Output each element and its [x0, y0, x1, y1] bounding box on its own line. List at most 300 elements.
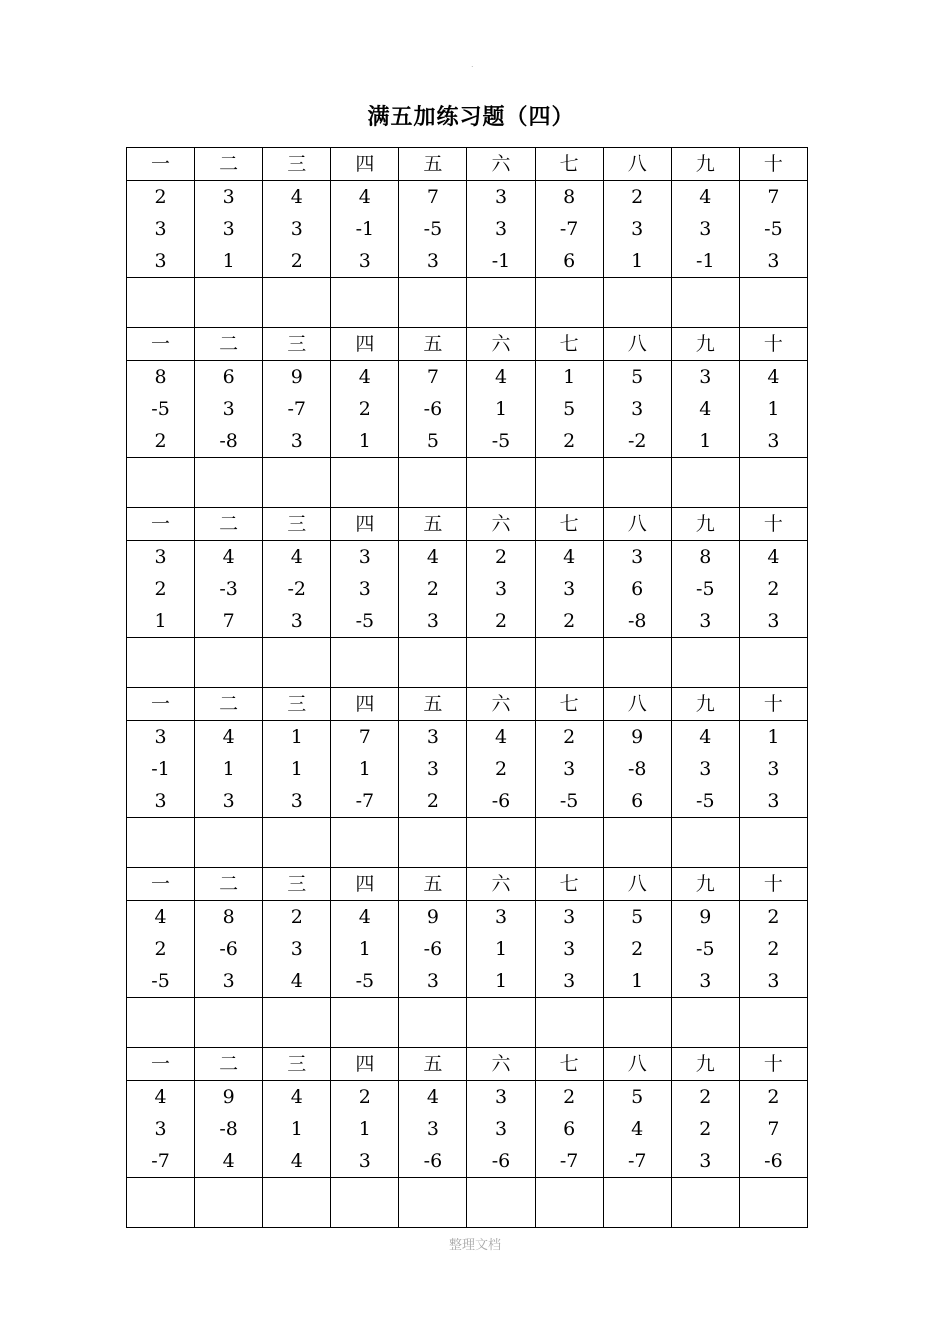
addend: 1: [631, 970, 644, 992]
column-header: 八: [603, 508, 671, 541]
addend: -5: [696, 790, 715, 812]
problem-cell: [195, 901, 263, 998]
column-header: 九: [671, 688, 739, 721]
answer-cell[interactable]: [263, 998, 331, 1048]
addend: 1: [290, 1118, 303, 1140]
problem-cell: [331, 541, 399, 638]
addend: 1: [222, 250, 235, 272]
addend: -6: [491, 1150, 511, 1172]
addend: 3: [631, 218, 644, 240]
problem-cell: [331, 721, 399, 818]
answer-cell[interactable]: [331, 1178, 399, 1228]
addend: -7: [151, 1150, 170, 1172]
answer-cell[interactable]: [399, 818, 467, 868]
answer-cell[interactable]: [331, 818, 399, 868]
addend: 3: [563, 906, 576, 928]
addend: 2: [358, 398, 371, 420]
addend: 3: [154, 250, 167, 272]
column-header: 三: [263, 688, 331, 721]
column-header: 十: [739, 148, 807, 181]
addend: 4: [699, 726, 712, 748]
addend: -5: [696, 578, 715, 600]
addend: 1: [494, 938, 508, 960]
addend: -5: [355, 610, 375, 632]
problem-cell: [603, 181, 671, 278]
addend: 7: [426, 186, 439, 208]
addend: 4: [290, 970, 303, 992]
column-header: 五: [399, 328, 467, 361]
problem-cell: [467, 361, 535, 458]
column-header: 四: [331, 328, 399, 361]
addend: 3: [767, 250, 780, 272]
addend: 4: [154, 1086, 167, 1108]
problem-cell: [467, 1081, 535, 1178]
problem-cell: [603, 361, 671, 458]
addend: 3: [767, 758, 780, 780]
column-header: 四: [331, 508, 399, 541]
problem-cell: [671, 541, 739, 638]
problem-cell: [331, 1081, 399, 1178]
header-row: [127, 148, 808, 181]
addend: 3: [222, 398, 235, 420]
column-header: 六: [467, 688, 535, 721]
addend: 9: [426, 906, 439, 928]
problem-cell: [127, 541, 195, 638]
problem-row: [127, 541, 808, 638]
answer-cell[interactable]: [535, 998, 603, 1048]
addend: 3: [494, 1086, 508, 1108]
column-header: 九: [671, 508, 739, 541]
answer-row: [127, 818, 808, 868]
addend: 4: [494, 366, 508, 388]
addend: 8: [154, 366, 167, 388]
column-header: 十: [739, 868, 807, 901]
addend: -2: [287, 578, 306, 600]
answer-cell[interactable]: [467, 998, 535, 1048]
addend: 7: [358, 726, 371, 748]
answer-cell[interactable]: [603, 1178, 671, 1228]
answer-row: [127, 278, 808, 328]
answer-cell[interactable]: [671, 638, 739, 688]
column-header: 一: [127, 688, 195, 721]
addend: -1: [355, 218, 375, 240]
answer-cell[interactable]: [263, 278, 331, 328]
problem-cell: [739, 901, 807, 998]
addend: 4: [631, 1118, 644, 1140]
problem-cell: [331, 181, 399, 278]
addend: 3: [767, 970, 780, 992]
column-header: 五: [399, 508, 467, 541]
column-header: 十: [739, 688, 807, 721]
answer-cell[interactable]: [535, 458, 603, 508]
column-header: 五: [399, 868, 467, 901]
addend: 3: [290, 218, 303, 240]
column-header: 三: [263, 1048, 331, 1081]
addend: 4: [358, 186, 371, 208]
addend: 3: [222, 790, 235, 812]
answer-row: [127, 458, 808, 508]
answer-cell[interactable]: [739, 458, 807, 508]
problem-cell: [195, 541, 263, 638]
column-header: 一: [127, 1048, 195, 1081]
answer-cell[interactable]: [399, 458, 467, 508]
addend: 3: [358, 250, 371, 272]
addend: 3: [563, 578, 576, 600]
addend: -2: [627, 430, 647, 452]
answer-cell[interactable]: [603, 278, 671, 328]
problem-cell: [739, 541, 807, 638]
answer-cell[interactable]: [331, 638, 399, 688]
addend: -7: [559, 1150, 579, 1172]
addend: 1: [358, 1118, 371, 1140]
problem-cell: [127, 361, 195, 458]
addend: -5: [696, 938, 715, 960]
column-header: 八: [603, 688, 671, 721]
addend: -6: [219, 938, 238, 960]
addend: 4: [222, 1150, 235, 1172]
answer-cell[interactable]: [127, 818, 195, 868]
answer-cell[interactable]: [331, 998, 399, 1048]
answer-cell[interactable]: [671, 1178, 739, 1228]
addend: 3: [426, 1118, 439, 1140]
answer-cell[interactable]: [127, 998, 195, 1048]
problem-cell: [331, 361, 399, 458]
addend: 3: [767, 790, 780, 812]
column-header: 八: [603, 148, 671, 181]
addend: 7: [426, 366, 439, 388]
addend: 2: [154, 430, 167, 452]
addend: -1: [491, 250, 511, 272]
addend: 1: [699, 430, 712, 452]
answer-cell[interactable]: [603, 638, 671, 688]
addend: 3: [699, 758, 712, 780]
problem-cell: [263, 901, 331, 998]
column-header: 二: [195, 688, 263, 721]
addend: 2: [154, 186, 167, 208]
answer-row: [127, 638, 808, 688]
footer-text: 整理文档: [448, 1238, 501, 1253]
addend: 4: [767, 546, 780, 568]
addend: 2: [563, 430, 576, 452]
column-header: 三: [263, 868, 331, 901]
answer-cell[interactable]: [467, 458, 535, 508]
column-header: 七: [535, 1048, 603, 1081]
answer-cell[interactable]: [671, 458, 739, 508]
addend: 2: [699, 1118, 712, 1140]
addend: 6: [631, 790, 644, 812]
problem-cell: [467, 901, 535, 998]
problem-cell: [671, 721, 739, 818]
problem-cell: [127, 721, 195, 818]
addend: 1: [222, 758, 235, 780]
column-header: 九: [671, 868, 739, 901]
column-header: 二: [195, 1048, 263, 1081]
addend: 2: [631, 186, 644, 208]
addend: -8: [219, 430, 238, 452]
addend: 2: [767, 1086, 780, 1108]
answer-cell[interactable]: [603, 818, 671, 868]
addend: -1: [696, 250, 715, 272]
addend: 3: [426, 250, 439, 272]
problem-cell: [535, 901, 603, 998]
addend: 3: [494, 218, 508, 240]
answer-cell[interactable]: [195, 458, 263, 508]
answer-cell[interactable]: [739, 1178, 807, 1228]
column-header: 八: [603, 328, 671, 361]
answer-cell[interactable]: [467, 638, 535, 688]
column-header: 九: [671, 148, 739, 181]
addend: 2: [154, 578, 167, 600]
answer-cell[interactable]: [739, 818, 807, 868]
answer-row: [127, 998, 808, 1048]
column-header: 四: [331, 1048, 399, 1081]
problem-cell: [739, 181, 807, 278]
addend: -5: [423, 218, 443, 240]
column-header: 六: [467, 148, 535, 181]
addend: 1: [154, 610, 167, 632]
addend: 4: [290, 546, 303, 568]
addend: 1: [358, 938, 371, 960]
answer-cell[interactable]: [263, 1178, 331, 1228]
answer-cell[interactable]: [535, 278, 603, 328]
addend: 2: [494, 610, 508, 632]
addend: 1: [767, 398, 780, 420]
column-header: 七: [535, 328, 603, 361]
answer-cell[interactable]: [263, 458, 331, 508]
problem-cell: [671, 181, 739, 278]
addend: -5: [355, 970, 375, 992]
addend: 2: [494, 546, 508, 568]
addend: 9: [290, 366, 303, 388]
problem-cell: [195, 181, 263, 278]
problem-cell: [671, 1081, 739, 1178]
addend: 3: [631, 546, 644, 568]
problem-cell: [739, 721, 807, 818]
addend: 3: [290, 430, 303, 452]
addend: 1: [290, 726, 303, 748]
problem-cell: [263, 1081, 331, 1178]
answer-cell[interactable]: [535, 638, 603, 688]
column-header: 七: [535, 148, 603, 181]
column-header: 一: [127, 148, 195, 181]
answer-cell[interactable]: [535, 1178, 603, 1228]
answer-cell[interactable]: [127, 458, 195, 508]
addend: 9: [222, 1086, 235, 1108]
problem-cell: [603, 901, 671, 998]
answer-cell[interactable]: [739, 638, 807, 688]
problem-row: [127, 721, 808, 818]
answer-cell[interactable]: [467, 1178, 535, 1228]
answer-cell[interactable]: [195, 818, 263, 868]
answer-cell[interactable]: [195, 278, 263, 328]
addend: 1: [767, 726, 780, 748]
addend: 3: [154, 546, 167, 568]
column-header: 七: [535, 868, 603, 901]
addend: -5: [559, 790, 579, 812]
addend: 2: [699, 1086, 712, 1108]
header-row: [127, 508, 808, 541]
addend: 5: [631, 1086, 644, 1108]
problem-cell: [467, 721, 535, 818]
problem-cell: [195, 361, 263, 458]
answer-cell[interactable]: [671, 998, 739, 1048]
addend: 2: [426, 790, 439, 812]
addend: 4: [767, 366, 780, 388]
addend: -5: [764, 218, 783, 240]
addend: 4: [699, 186, 712, 208]
column-header: 三: [263, 508, 331, 541]
addend: 2: [154, 938, 167, 960]
addend: 4: [563, 546, 576, 568]
answer-cell[interactable]: [399, 278, 467, 328]
addend: 3: [290, 610, 303, 632]
addend: 4: [290, 186, 303, 208]
addend: 3: [631, 398, 644, 420]
addend: 3: [767, 430, 780, 452]
problem-cell: [263, 541, 331, 638]
answer-cell[interactable]: [535, 818, 603, 868]
answer-cell[interactable]: [263, 818, 331, 868]
column-header: 六: [467, 328, 535, 361]
addend: 3: [222, 970, 235, 992]
column-header: 五: [399, 148, 467, 181]
problem-cell: [535, 721, 603, 818]
addend: 1: [563, 366, 576, 388]
answer-cell[interactable]: [331, 458, 399, 508]
problem-cell: [263, 361, 331, 458]
addend: 3: [494, 578, 508, 600]
column-header: 四: [331, 148, 399, 181]
addend: 3: [222, 218, 235, 240]
addend: -6: [764, 1150, 783, 1172]
problem-cell: [739, 361, 807, 458]
addend: 3: [290, 938, 303, 960]
problem-cell: [127, 1081, 195, 1178]
column-header: 二: [195, 328, 263, 361]
addend: 3: [699, 610, 712, 632]
answer-cell[interactable]: [467, 818, 535, 868]
problem-row: [127, 1081, 808, 1178]
addend: 3: [767, 610, 780, 632]
column-header: 十: [739, 328, 807, 361]
answer-cell[interactable]: [127, 278, 195, 328]
answer-cell[interactable]: [399, 638, 467, 688]
addend: 3: [426, 758, 439, 780]
addend: 4: [358, 366, 371, 388]
header-row: [127, 328, 808, 361]
column-header: 五: [399, 1048, 467, 1081]
problem-cell: [535, 1081, 603, 1178]
answer-cell[interactable]: [263, 638, 331, 688]
addend: -5: [151, 970, 170, 992]
answer-cell[interactable]: [739, 278, 807, 328]
addend: 6: [631, 578, 644, 600]
answer-cell[interactable]: [671, 278, 739, 328]
addend: 3: [426, 970, 439, 992]
column-header: 七: [535, 688, 603, 721]
column-header: 一: [127, 508, 195, 541]
addend: 2: [494, 758, 508, 780]
column-header: 十: [739, 508, 807, 541]
problem-cell: [263, 721, 331, 818]
problem-row: [127, 181, 808, 278]
column-header: 六: [467, 508, 535, 541]
addend: 2: [563, 726, 576, 748]
header-row: [127, 688, 808, 721]
addend: 8: [563, 186, 576, 208]
addend: 7: [767, 186, 780, 208]
answer-cell[interactable]: [331, 278, 399, 328]
header-row: [127, 868, 808, 901]
addend: 3: [699, 366, 712, 388]
answer-cell[interactable]: [603, 998, 671, 1048]
page-title: 满五加练习题（四）: [367, 105, 575, 130]
addend: 1: [358, 758, 371, 780]
addend: 3: [358, 1150, 371, 1172]
addend: -6: [423, 938, 443, 960]
header-row: [127, 1048, 808, 1081]
problem-cell: [399, 721, 467, 818]
column-header: 九: [671, 328, 739, 361]
addend: -7: [559, 218, 579, 240]
column-header: 五: [399, 688, 467, 721]
answer-cell[interactable]: [195, 638, 263, 688]
answer-cell[interactable]: [739, 998, 807, 1048]
problem-cell: [195, 721, 263, 818]
addend: 3: [494, 906, 508, 928]
column-header: 六: [467, 1048, 535, 1081]
addend: 5: [426, 430, 439, 452]
answer-cell[interactable]: [399, 1178, 467, 1228]
answer-cell[interactable]: [671, 818, 739, 868]
addend: 4: [290, 1150, 303, 1172]
addend: 3: [154, 790, 167, 812]
answer-cell[interactable]: [127, 638, 195, 688]
answer-cell[interactable]: [195, 998, 263, 1048]
top-mark: .: [471, 60, 474, 69]
answer-cell[interactable]: [399, 998, 467, 1048]
answer-cell[interactable]: [195, 1178, 263, 1228]
problem-cell: [399, 361, 467, 458]
addend: 2: [290, 906, 303, 928]
addend: -6: [423, 398, 443, 420]
addend: 4: [358, 906, 371, 928]
addend: 2: [358, 1086, 371, 1108]
addend: 3: [426, 726, 439, 748]
addend: 4: [426, 546, 439, 568]
addend: -6: [423, 1150, 443, 1172]
problem-cell: [399, 1081, 467, 1178]
addend: 2: [563, 1086, 576, 1108]
column-header: 四: [331, 688, 399, 721]
answer-cell[interactable]: [603, 458, 671, 508]
problem-row: [127, 901, 808, 998]
answer-row: [127, 1178, 808, 1228]
answer-cell[interactable]: [467, 278, 535, 328]
problem-cell: [331, 901, 399, 998]
problem-cell: [603, 541, 671, 638]
addend: 2: [563, 610, 576, 632]
addend: 5: [631, 366, 644, 388]
addend: 4: [426, 1086, 439, 1108]
problem-cell: [263, 181, 331, 278]
answer-cell[interactable]: [127, 1178, 195, 1228]
addend: 3: [358, 578, 371, 600]
addend: 4: [699, 398, 712, 420]
addend: -5: [151, 398, 170, 420]
addend: 3: [154, 218, 167, 240]
addend: 3: [563, 758, 576, 780]
